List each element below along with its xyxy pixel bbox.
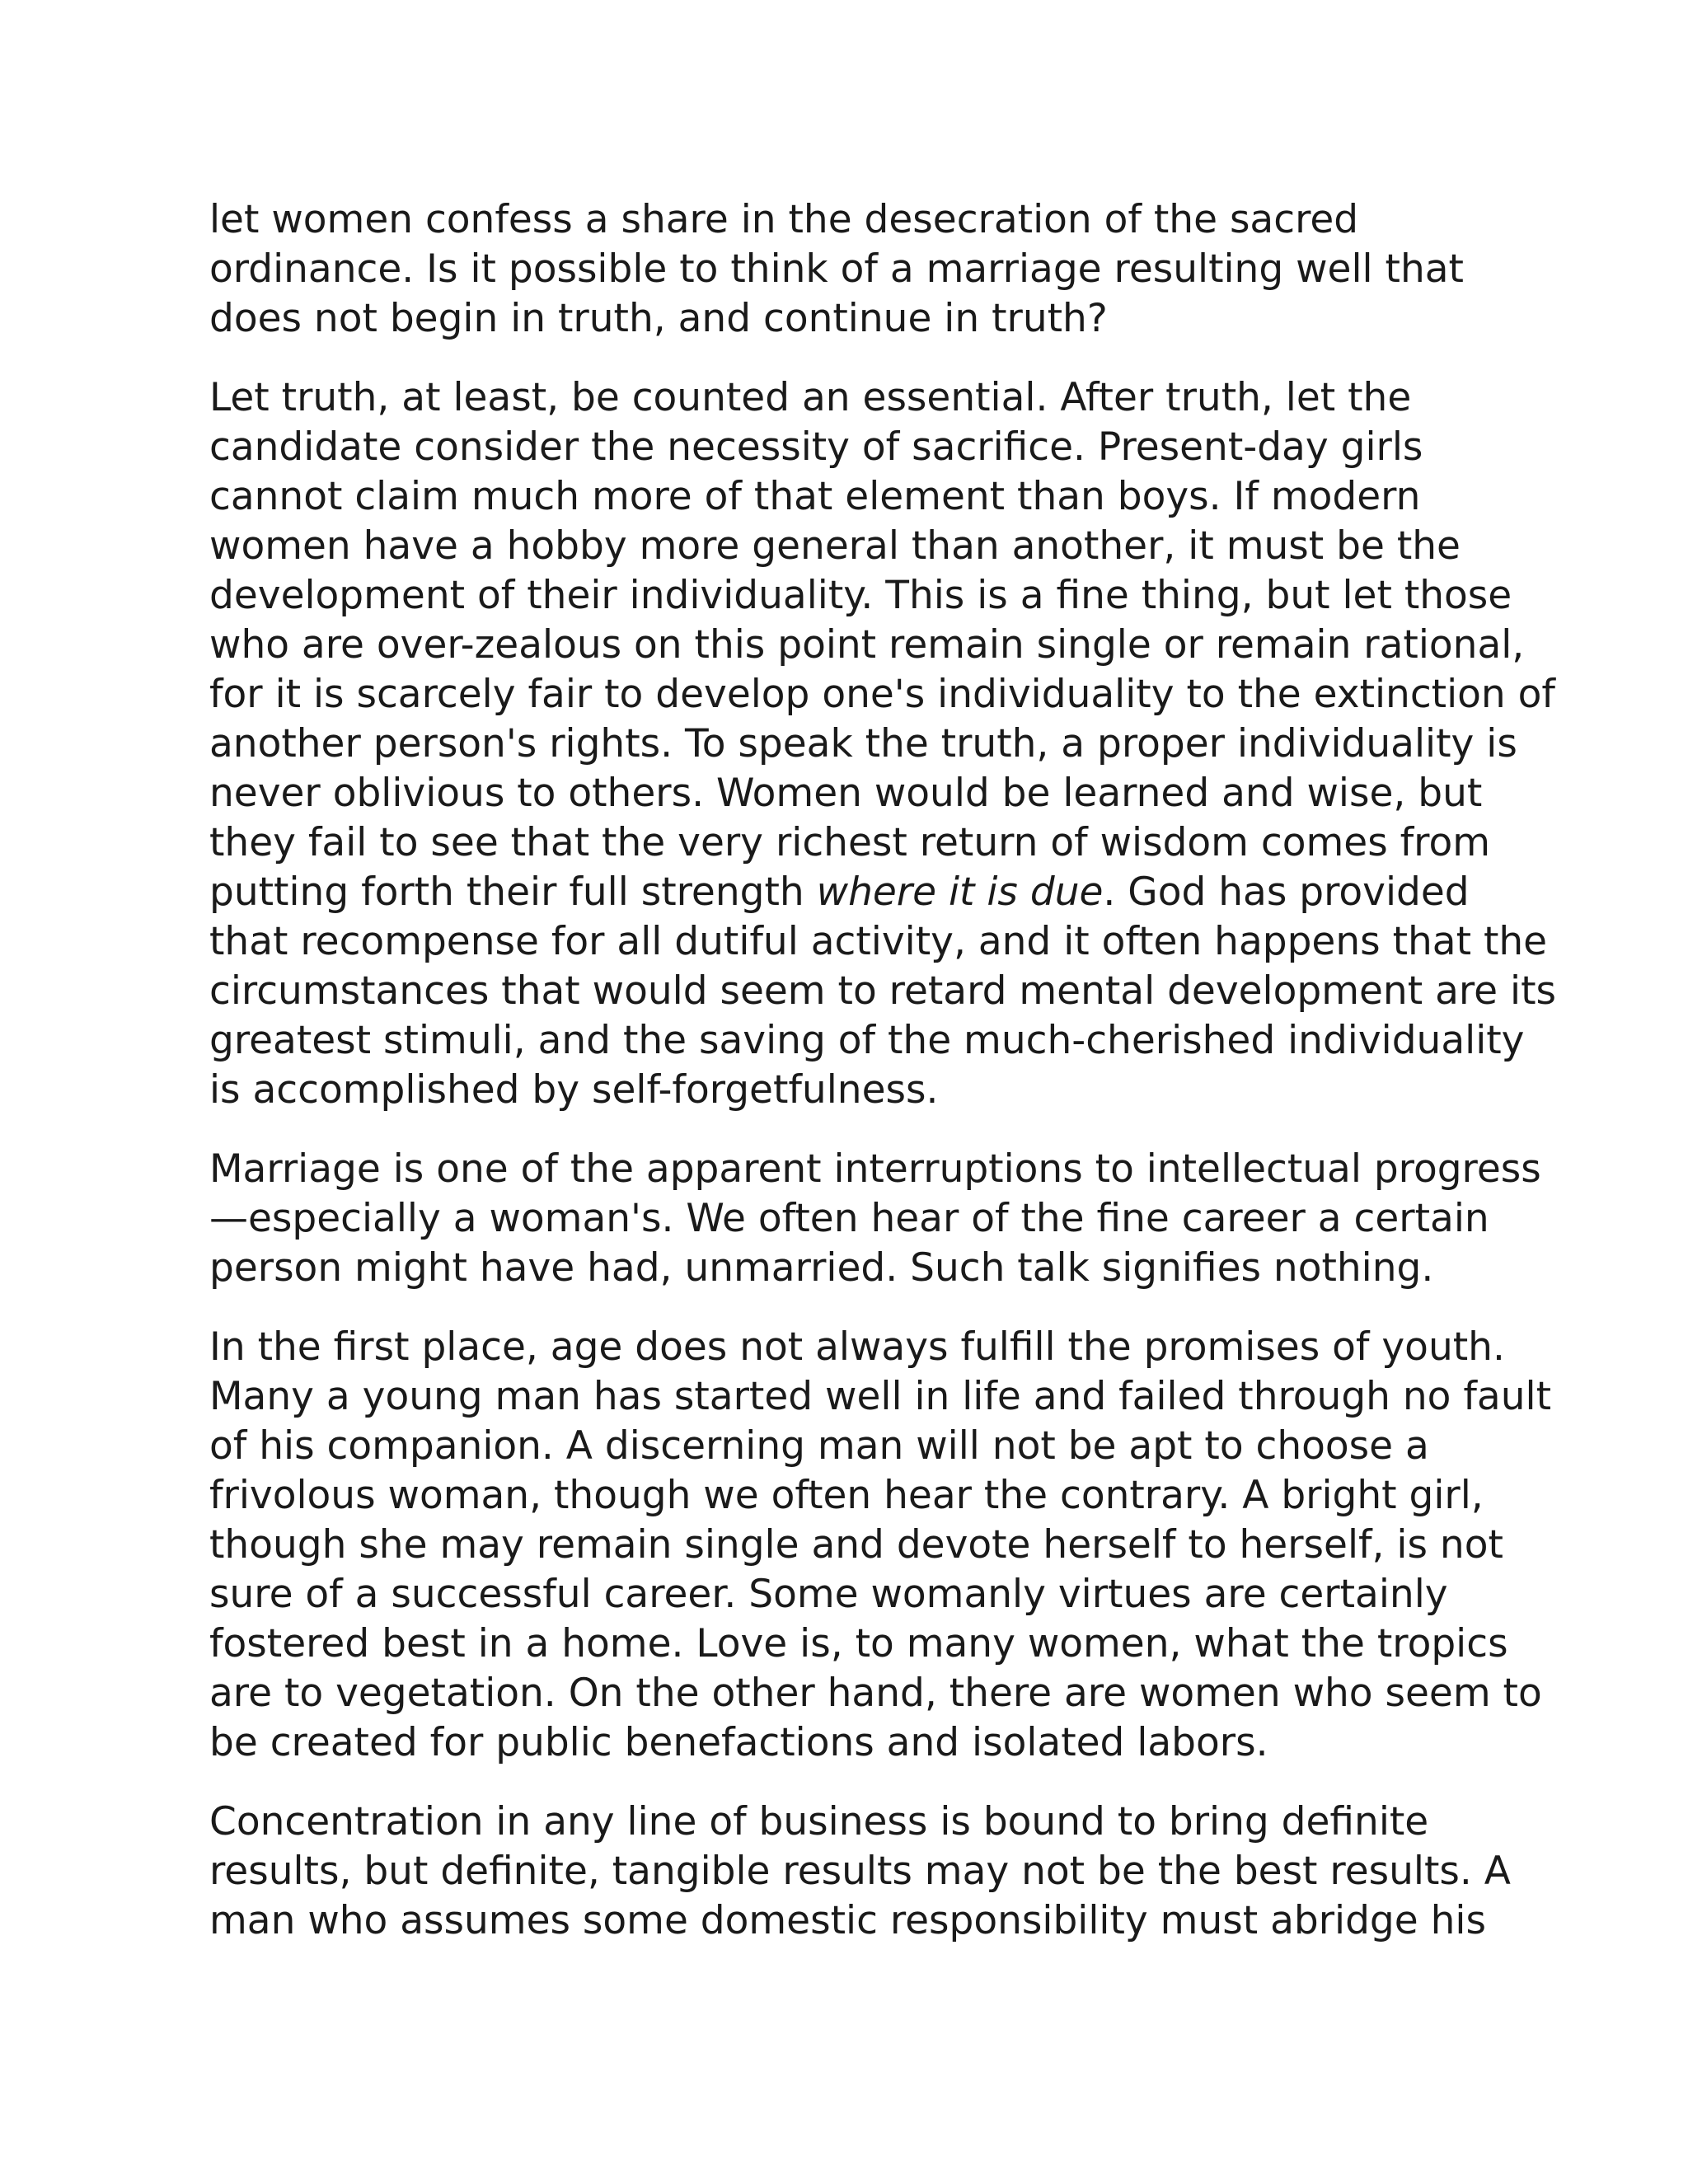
text-line: another person's rights. To speak the truth, a proper individuality is (209, 721, 1517, 766)
text-line: is accomplished by self-forgetfulness. (209, 1067, 939, 1113)
paragraph (209, 195, 1495, 344)
paragraph (209, 1145, 1541, 1293)
text-line: Many a young man has started well in life and failed through no fault (209, 1374, 1551, 1419)
text-line: Marriage is one of the apparent interruptions to intellectual progress (209, 1146, 1541, 1192)
text-line: candidate consider the necessity of sacrifice. Present-day girls (209, 424, 1423, 470)
text-line: let women confess a share in the desecration of the sacred (209, 197, 1359, 242)
text-line: frivolous woman, though we often hear the contrary. A bright girl, (209, 1473, 1484, 1518)
text-line: Concentration in any line of business is bound to bring definite (209, 1799, 1429, 1844)
text-line: development of their individuality. This is a fine thing, but let those (209, 573, 1512, 618)
text-line: cannot claim much more of that element than boys. If modern (209, 474, 1421, 519)
text-line: results, but definite, tangible results may not be the best results. A (209, 1849, 1511, 1894)
text-line: fostered best in a home. Love is, to many women, what the tropics (209, 1621, 1508, 1666)
text-line: circumstances that would seem to retard mental development are its (209, 968, 1556, 1014)
body-text (209, 195, 1556, 1975)
paragraph (209, 1797, 1511, 1946)
text-line: Let truth, at least, be counted an essential. After truth, let the (209, 375, 1412, 420)
text-line: that recompense for all dutiful activity, and it often happens that the (209, 919, 1548, 964)
text-line: of his companion. A discerning man will not be apt to choose a (209, 1423, 1429, 1469)
text-line: be created for public benefactions and isolated labors. (209, 1720, 1268, 1765)
text-line: never oblivious to others. Women would be learned and wise, but (209, 771, 1483, 816)
paragraph (209, 373, 1556, 1115)
text-line: sure of a successful career. Some womanly virtues are certainly (209, 1572, 1448, 1617)
text-line: —especially a woman's. We often hear of the fine career a certain (209, 1196, 1489, 1241)
text-line: for it is scarcely fair to develop one's individuality to the extinction of (209, 672, 1555, 717)
text-line: they fail to see that the very richest return of wisdom comes from (209, 820, 1491, 865)
text-line: In the first place, age does not always fulfill the promises of youth. (209, 1324, 1505, 1370)
text-line: person might have had, unmarried. Such talk signifies nothing. (209, 1245, 1434, 1291)
text-line: does not begin in truth, and continue in truth? (209, 296, 1108, 341)
text-line: ordinance. Is it possible to think of a marriage resulting well that (209, 246, 1464, 292)
text-line: greatest stimuli, and the saving of the much-cherished individuality (209, 1018, 1525, 1063)
text-line: putting forth their full strength where it is due. God has provided (209, 869, 1470, 915)
paragraph (209, 1323, 1551, 1768)
italic-emphasis: where it is due (816, 869, 1104, 915)
text-line: who are over-zealous on this point remain single or remain rational, (209, 622, 1525, 668)
text-line: man who assumes some domestic responsibility must abridge his (209, 1898, 1486, 1943)
text-line: women have a hobby more general than another, it must be the (209, 523, 1461, 569)
text-line: are to vegetation. On the other hand, there are women who seem to (209, 1671, 1542, 1716)
text-line: though she may remain single and devote herself to herself, is not (209, 1522, 1503, 1568)
